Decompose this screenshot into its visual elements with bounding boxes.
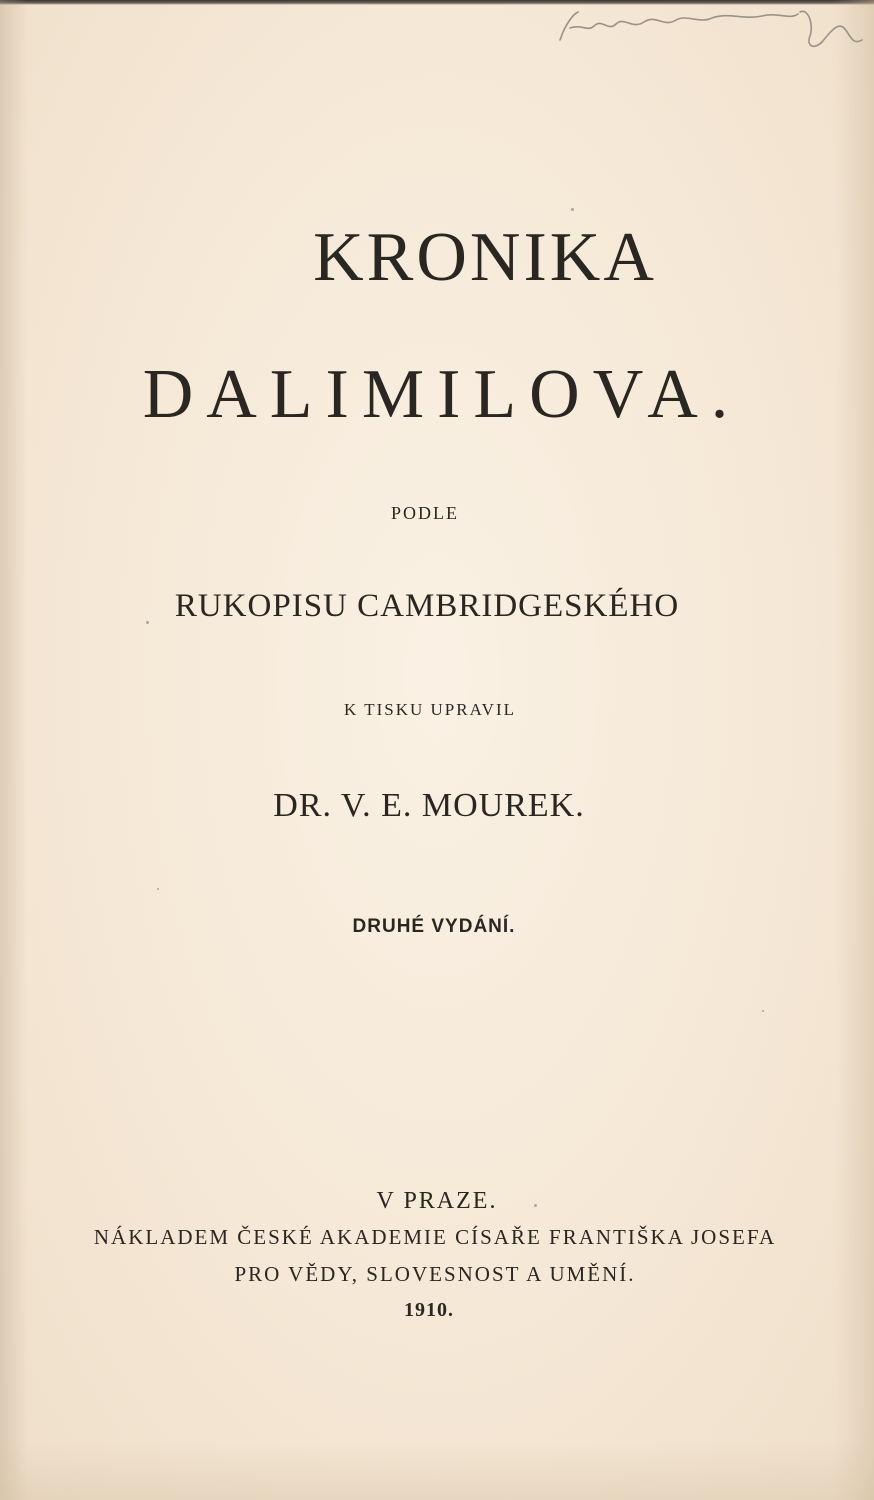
imprint-city: V PRAZE. [376, 1188, 498, 1214]
title-line-2: DALIMILOVA. [142, 356, 742, 433]
imprint-publisher-line-2: PRO VĚDY, SLOVESNOST A UMĚNÍ. [234, 1262, 636, 1286]
paper-speck [146, 621, 149, 624]
page-bottom-shade [0, 1440, 874, 1500]
paper-speck [762, 1010, 764, 1012]
imprint-year: 1910. [404, 1299, 454, 1321]
subtitle-podle: PODLE [391, 503, 459, 523]
title-line-1: KRONIKA [313, 219, 657, 296]
imprint-publisher-line-1: NÁKLADEM ČESKÉ AKADEMIE CÍSAŘE FRANTIŠKA JOSEFA [93, 1225, 777, 1249]
source-manuscript: RUKOPISU CAMBRIDGESKÉHO [174, 588, 680, 624]
editor-label: K TISKU UPRAVIL [343, 700, 516, 719]
edition-label: DRUHÉ VYDÁNÍ. [352, 916, 516, 937]
pencil-annotation [552, 2, 872, 62]
author-name: DR. V. E. MOUREK. [273, 787, 585, 824]
paper-speck [157, 888, 159, 890]
paper-speck [571, 208, 574, 211]
paper-speck [534, 1204, 537, 1207]
